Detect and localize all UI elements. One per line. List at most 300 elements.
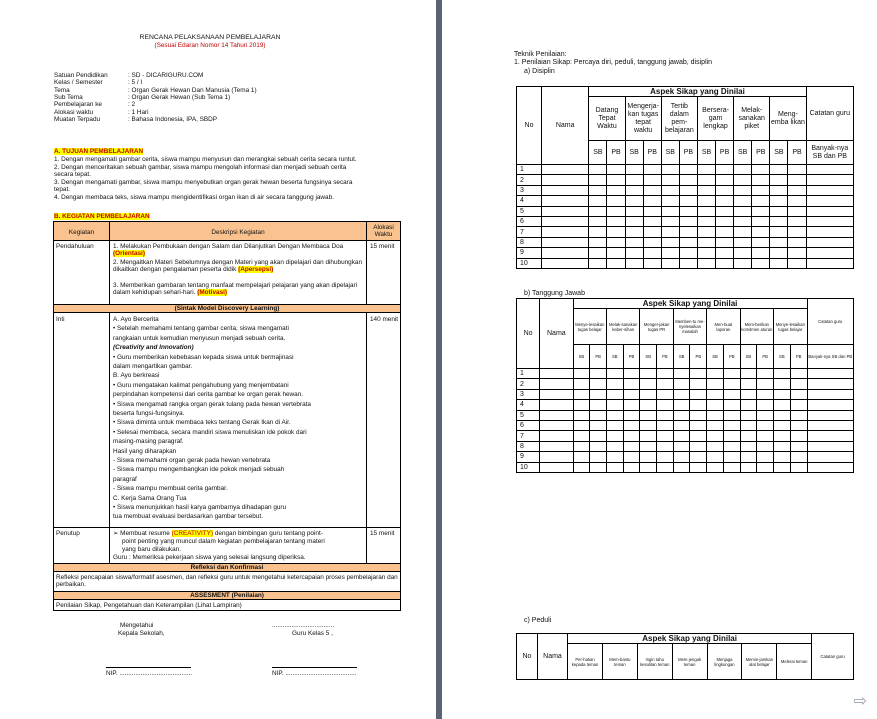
score-cell[interactable] [606,389,623,399]
score-cell[interactable] [657,452,674,462]
score-cell[interactable] [606,441,623,451]
score-cell[interactable] [625,237,643,247]
score-cell[interactable] [625,165,643,175]
score-cell[interactable] [723,462,740,472]
score-cell[interactable] [673,369,690,379]
score-cell[interactable] [661,175,679,185]
score-cell[interactable] [640,441,657,451]
score-cell[interactable] [757,452,774,462]
score-cell[interactable] [723,389,740,399]
score-cell[interactable] [606,400,623,410]
score-cell[interactable] [625,258,643,268]
score-cell[interactable] [734,216,752,226]
name-cell[interactable] [540,462,573,472]
score-cell[interactable] [573,410,590,420]
score-cell[interactable] [807,400,853,410]
score-cell[interactable] [788,175,806,185]
score-cell[interactable] [661,165,679,175]
score-cell[interactable] [707,441,724,451]
score-cell[interactable] [757,441,774,451]
score-cell[interactable] [697,216,715,226]
score-cell[interactable] [757,400,774,410]
score-cell[interactable] [673,462,690,472]
score-cell[interactable] [790,420,807,430]
score-cell[interactable] [673,389,690,399]
score-cell[interactable] [590,431,607,441]
score-cell[interactable] [625,248,643,258]
score-cell[interactable] [707,389,724,399]
score-cell[interactable] [757,431,774,441]
score-cell[interactable] [707,452,724,462]
score-cell[interactable] [697,258,715,268]
score-cell[interactable] [625,196,643,206]
score-cell[interactable] [807,389,853,399]
score-cell[interactable] [734,258,752,268]
score-cell[interactable] [589,248,607,258]
score-cell[interactable] [770,165,788,175]
score-cell[interactable] [757,410,774,420]
score-cell[interactable] [740,400,757,410]
score-cell[interactable] [661,196,679,206]
score-cell[interactable] [723,369,740,379]
score-cell[interactable] [657,441,674,451]
score-cell[interactable] [734,248,752,258]
score-cell[interactable] [623,452,640,462]
score-cell[interactable] [573,420,590,430]
score-cell[interactable] [752,175,770,185]
score-cell[interactable] [590,389,607,399]
score-cell[interactable] [679,175,697,185]
score-cell[interactable] [790,431,807,441]
score-cell[interactable] [757,369,774,379]
score-cell[interactable] [589,196,607,206]
score-cell[interactable] [807,379,853,389]
score-cell[interactable] [590,400,607,410]
score-cell[interactable] [690,400,707,410]
score-cell[interactable] [661,216,679,226]
score-cell[interactable] [697,206,715,216]
score-cell[interactable] [590,379,607,389]
score-cell[interactable] [679,185,697,195]
score-cell[interactable] [757,462,774,472]
score-cell[interactable] [679,216,697,226]
score-cell[interactable] [657,400,674,410]
score-cell[interactable] [770,216,788,226]
score-cell[interactable] [752,206,770,216]
score-cell[interactable] [625,185,643,195]
name-cell[interactable] [540,400,573,410]
score-cell[interactable] [643,185,661,195]
score-cell[interactable] [657,410,674,420]
score-cell[interactable] [643,175,661,185]
score-cell[interactable] [589,237,607,247]
score-cell[interactable] [590,420,607,430]
score-cell[interactable] [607,248,625,258]
score-cell[interactable] [740,452,757,462]
score-cell[interactable] [790,462,807,472]
score-cell[interactable] [673,379,690,389]
score-cell[interactable] [790,400,807,410]
score-cell[interactable] [606,431,623,441]
score-cell[interactable] [697,237,715,247]
score-cell[interactable] [606,420,623,430]
score-cell[interactable] [723,420,740,430]
score-cell[interactable] [623,420,640,430]
score-cell[interactable] [734,196,752,206]
score-cell[interactable] [643,196,661,206]
score-cell[interactable] [806,227,853,237]
score-cell[interactable] [740,431,757,441]
score-cell[interactable] [623,410,640,420]
score-cell[interactable] [573,389,590,399]
score-cell[interactable] [774,441,791,451]
score-cell[interactable] [640,389,657,399]
score-cell[interactable] [573,452,590,462]
score-cell[interactable] [643,216,661,226]
score-cell[interactable] [752,258,770,268]
score-cell[interactable] [707,369,724,379]
score-cell[interactable] [573,369,590,379]
score-cell[interactable] [790,379,807,389]
score-cell[interactable] [807,410,853,420]
name-cell[interactable] [540,369,573,379]
name-cell[interactable] [542,248,589,258]
name-cell[interactable] [542,206,589,216]
score-cell[interactable] [716,258,734,268]
score-cell[interactable] [770,175,788,185]
score-cell[interactable] [573,431,590,441]
score-cell[interactable] [640,431,657,441]
score-cell[interactable] [657,389,674,399]
score-cell[interactable] [806,248,853,258]
score-cell[interactable] [640,420,657,430]
score-cell[interactable] [740,379,757,389]
score-cell[interactable] [590,441,607,451]
score-cell[interactable] [590,369,607,379]
score-cell[interactable] [589,206,607,216]
score-cell[interactable] [774,369,791,379]
score-cell[interactable] [690,431,707,441]
score-cell[interactable] [589,185,607,195]
score-cell[interactable] [623,441,640,451]
score-cell[interactable] [607,227,625,237]
score-cell[interactable] [734,227,752,237]
score-cell[interactable] [673,420,690,430]
score-cell[interactable] [723,441,740,451]
score-cell[interactable] [679,206,697,216]
score-cell[interactable] [640,379,657,389]
score-cell[interactable] [573,379,590,389]
score-cell[interactable] [690,420,707,430]
score-cell[interactable] [607,237,625,247]
score-cell[interactable] [788,165,806,175]
score-cell[interactable] [734,175,752,185]
score-cell[interactable] [716,175,734,185]
score-cell[interactable] [788,237,806,247]
score-cell[interactable] [673,410,690,420]
score-cell[interactable] [774,452,791,462]
score-cell[interactable] [752,196,770,206]
score-cell[interactable] [640,452,657,462]
score-cell[interactable] [757,389,774,399]
score-cell[interactable] [573,462,590,472]
score-cell[interactable] [590,410,607,420]
score-cell[interactable] [770,185,788,195]
score-cell[interactable] [788,206,806,216]
score-cell[interactable] [788,227,806,237]
score-cell[interactable] [661,237,679,247]
score-cell[interactable] [643,206,661,216]
score-cell[interactable] [807,441,853,451]
score-cell[interactable] [657,431,674,441]
score-cell[interactable] [606,462,623,472]
score-cell[interactable] [752,227,770,237]
score-cell[interactable] [589,216,607,226]
score-cell[interactable] [788,185,806,195]
score-cell[interactable] [716,248,734,258]
name-cell[interactable] [542,165,589,175]
score-cell[interactable] [716,216,734,226]
score-cell[interactable] [606,410,623,420]
next-page-icon[interactable]: ⇨ [853,693,867,710]
score-cell[interactable] [752,237,770,247]
score-cell[interactable] [623,389,640,399]
score-cell[interactable] [643,248,661,258]
name-cell[interactable] [542,227,589,237]
score-cell[interactable] [770,206,788,216]
score-cell[interactable] [740,441,757,451]
score-cell[interactable] [807,452,853,462]
score-cell[interactable] [807,369,853,379]
score-cell[interactable] [716,185,734,195]
score-cell[interactable] [643,165,661,175]
score-cell[interactable] [573,441,590,451]
name-cell[interactable] [540,389,573,399]
score-cell[interactable] [690,389,707,399]
score-cell[interactable] [790,441,807,451]
score-cell[interactable] [716,206,734,216]
score-cell[interactable] [716,227,734,237]
score-cell[interactable] [774,379,791,389]
name-cell[interactable] [540,410,573,420]
score-cell[interactable] [790,410,807,420]
score-cell[interactable] [788,216,806,226]
score-cell[interactable] [806,258,853,268]
score-cell[interactable] [788,196,806,206]
score-cell[interactable] [625,227,643,237]
score-cell[interactable] [723,400,740,410]
score-cell[interactable] [640,400,657,410]
name-cell[interactable] [542,185,589,195]
score-cell[interactable] [806,175,853,185]
score-cell[interactable] [623,369,640,379]
name-cell[interactable] [540,431,573,441]
score-cell[interactable] [606,379,623,389]
score-cell[interactable] [625,206,643,216]
score-cell[interactable] [788,248,806,258]
score-cell[interactable] [673,452,690,462]
score-cell[interactable] [740,389,757,399]
score-cell[interactable] [607,165,625,175]
score-cell[interactable] [806,165,853,175]
score-cell[interactable] [734,165,752,175]
score-cell[interactable] [640,462,657,472]
score-cell[interactable] [607,216,625,226]
score-cell[interactable] [625,175,643,185]
name-cell[interactable] [542,216,589,226]
score-cell[interactable] [657,369,674,379]
score-cell[interactable] [752,216,770,226]
name-cell[interactable] [542,258,589,268]
score-cell[interactable] [661,185,679,195]
score-cell[interactable] [723,379,740,389]
score-cell[interactable] [770,258,788,268]
score-cell[interactable] [643,237,661,247]
score-cell[interactable] [573,400,590,410]
score-cell[interactable] [770,227,788,237]
score-cell[interactable] [625,216,643,226]
score-cell[interactable] [707,420,724,430]
score-cell[interactable] [590,452,607,462]
score-cell[interactable] [790,452,807,462]
name-cell[interactable] [540,420,573,430]
score-cell[interactable] [807,420,853,430]
score-cell[interactable] [806,216,853,226]
score-cell[interactable] [807,462,853,472]
score-cell[interactable] [806,185,853,195]
score-cell[interactable] [752,185,770,195]
score-cell[interactable] [707,462,724,472]
score-cell[interactable] [623,431,640,441]
score-cell[interactable] [657,420,674,430]
name-cell[interactable] [540,379,573,389]
score-cell[interactable] [697,227,715,237]
score-cell[interactable] [807,431,853,441]
score-cell[interactable] [697,175,715,185]
score-cell[interactable] [740,410,757,420]
score-cell[interactable] [690,379,707,389]
score-cell[interactable] [774,410,791,420]
score-cell[interactable] [607,196,625,206]
score-cell[interactable] [774,420,791,430]
score-cell[interactable] [589,175,607,185]
score-cell[interactable] [740,462,757,472]
score-cell[interactable] [697,185,715,195]
score-cell[interactable] [679,196,697,206]
score-cell[interactable] [679,258,697,268]
score-cell[interactable] [679,165,697,175]
score-cell[interactable] [770,196,788,206]
score-cell[interactable] [589,258,607,268]
score-cell[interactable] [690,410,707,420]
score-cell[interactable] [707,379,724,389]
score-cell[interactable] [770,237,788,247]
score-cell[interactable] [752,248,770,258]
score-cell[interactable] [697,248,715,258]
score-cell[interactable] [589,165,607,175]
score-cell[interactable] [640,369,657,379]
score-cell[interactable] [806,237,853,247]
score-cell[interactable] [790,369,807,379]
score-cell[interactable] [774,389,791,399]
score-cell[interactable] [607,258,625,268]
score-cell[interactable] [723,452,740,462]
score-cell[interactable] [697,196,715,206]
score-cell[interactable] [734,185,752,195]
name-cell[interactable] [542,237,589,247]
score-cell[interactable] [740,420,757,430]
score-cell[interactable] [806,206,853,216]
score-cell[interactable] [734,237,752,247]
score-cell[interactable] [806,196,853,206]
score-cell[interactable] [697,165,715,175]
score-cell[interactable] [690,441,707,451]
score-cell[interactable] [623,462,640,472]
name-cell[interactable] [540,441,573,451]
score-cell[interactable] [774,400,791,410]
score-cell[interactable] [716,165,734,175]
score-cell[interactable] [770,248,788,258]
score-cell[interactable] [657,379,674,389]
score-cell[interactable] [690,452,707,462]
score-cell[interactable] [661,227,679,237]
score-cell[interactable] [661,258,679,268]
score-cell[interactable] [723,431,740,441]
score-cell[interactable] [657,462,674,472]
score-cell[interactable] [640,410,657,420]
score-cell[interactable] [679,237,697,247]
score-cell[interactable] [661,206,679,216]
score-cell[interactable] [790,389,807,399]
score-cell[interactable] [774,431,791,441]
score-cell[interactable] [679,227,697,237]
score-cell[interactable] [606,452,623,462]
score-cell[interactable] [757,420,774,430]
score-cell[interactable] [757,379,774,389]
score-cell[interactable] [607,206,625,216]
score-cell[interactable] [690,369,707,379]
score-cell[interactable] [673,431,690,441]
score-cell[interactable] [607,175,625,185]
score-cell[interactable] [643,227,661,237]
score-cell[interactable] [606,369,623,379]
score-cell[interactable] [707,410,724,420]
score-cell[interactable] [607,185,625,195]
score-cell[interactable] [707,431,724,441]
score-cell[interactable] [752,165,770,175]
score-cell[interactable] [590,462,607,472]
score-cell[interactable] [679,248,697,258]
name-cell[interactable] [542,196,589,206]
score-cell[interactable] [623,379,640,389]
score-cell[interactable] [716,196,734,206]
score-cell[interactable] [716,237,734,247]
score-cell[interactable] [661,248,679,258]
score-cell[interactable] [673,400,690,410]
score-cell[interactable] [788,258,806,268]
score-cell[interactable] [707,400,724,410]
name-cell[interactable] [542,175,589,185]
score-cell[interactable] [690,462,707,472]
score-cell[interactable] [723,410,740,420]
score-cell[interactable] [589,227,607,237]
score-cell[interactable] [740,369,757,379]
score-cell[interactable] [623,400,640,410]
score-cell[interactable] [643,258,661,268]
score-cell[interactable] [734,206,752,216]
score-cell[interactable] [774,462,791,472]
name-cell[interactable] [540,452,573,462]
